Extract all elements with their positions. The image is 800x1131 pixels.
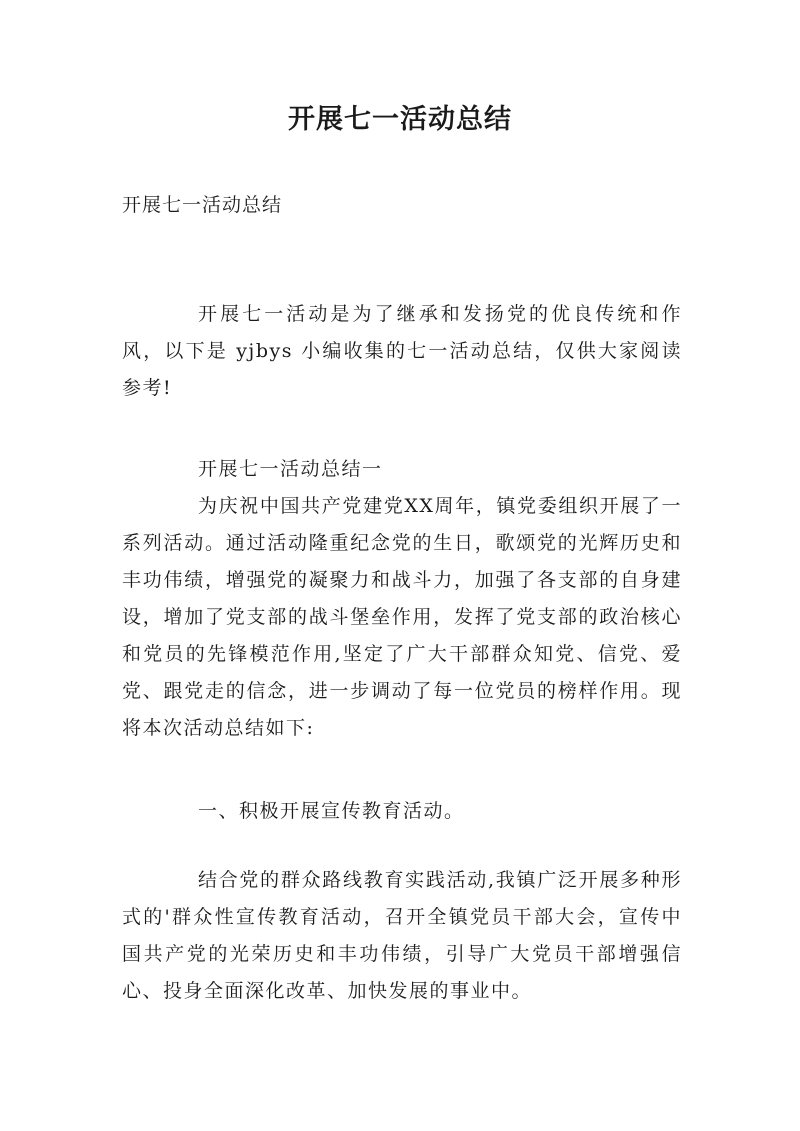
intro-paragraph: 开展七一活动是为了继承和发扬党的优良传统和作风，以下是 yjbys 小编收集的七一活动总结，仅供大家阅读参考! [122, 303, 682, 399]
section-heading-summary-one: 开展七一活动总结一 [198, 458, 383, 480]
document-title: 开展七一活动总结 [288, 104, 512, 135]
section-heading-propaganda: 一、积极开展宣传教育活动。 [198, 800, 465, 822]
body-paragraph-2: 结合党的群众路线教育实践活动,我镇广泛开展多种形式的'群众性宣传教育活动，召开全镇党员干部大会，宣传中国共产党的光荣历史和丰功伟绩，引导广大党员干部增强信心、投身全面深化改革、加快发展的事业中。 [122, 869, 682, 1002]
body-paragraph-1: 为庆祝中国共产党建党XX周年，镇党委组织开展了一系列活动。通过活动隆重纪念党的生日，歌颂党的光辉历史和丰功伟绩，增强党的凝聚力和战斗力，加强了各支部的自身建设，增加了党支部的战斗堡垒作用，发挥了党支部的政治核心和党员的先锋模范作用,坚定了广大干部群众知党、信党、爱党、跟党走的信念，进一步调动了每一位党员的榜样作用。现将本次活动总结如下: [122, 495, 682, 739]
document-subtitle: 开展七一活动总结 [122, 194, 283, 216]
